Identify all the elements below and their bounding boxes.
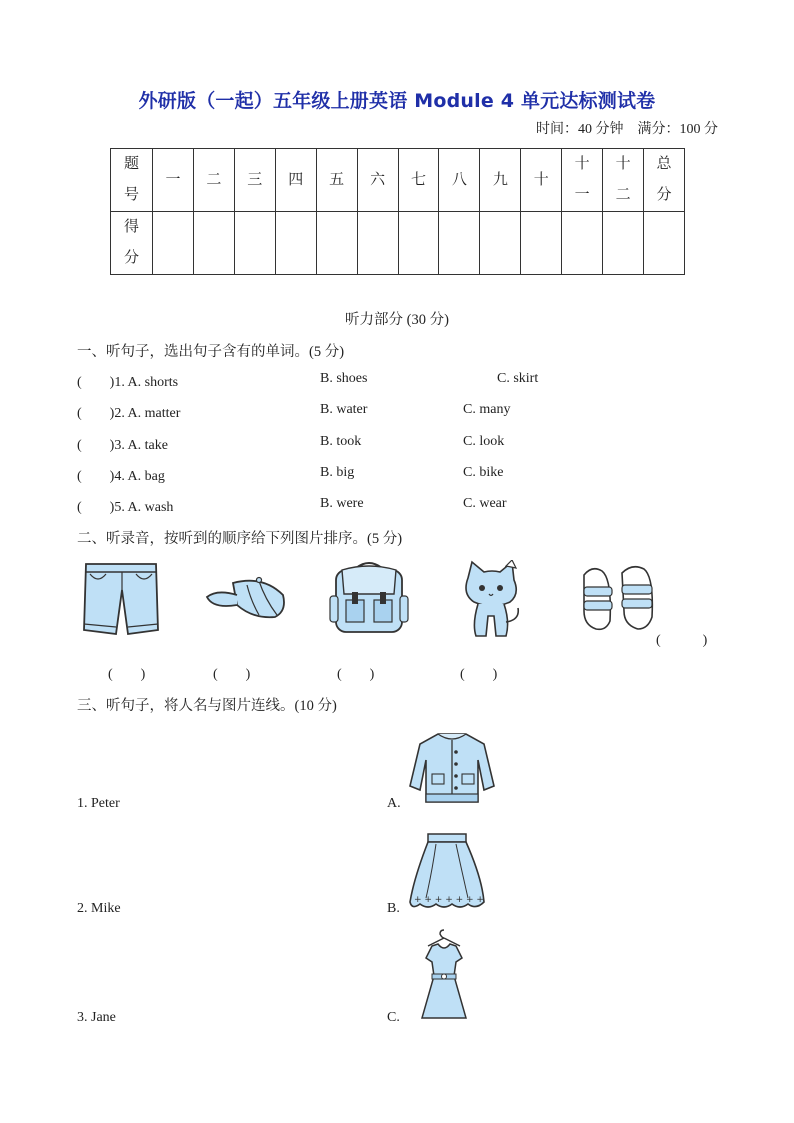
header-label-cell xyxy=(111,149,153,212)
header-cell: 十一 xyxy=(562,149,603,212)
score-input-cell[interactable] xyxy=(193,212,234,275)
time-and-score-info: 时间：40 分钟 满分：100 分 xyxy=(536,122,718,137)
score-label-cell xyxy=(111,212,153,275)
score-input-cell[interactable] xyxy=(357,212,398,275)
question-3-option-a: ( )3. A. take xyxy=(77,438,168,453)
header-label: 题号 xyxy=(123,156,139,203)
listening-part-title: 听力部分 (30 分) xyxy=(345,312,449,328)
score-input-cell[interactable] xyxy=(439,212,480,275)
shorts-picture xyxy=(80,560,162,640)
header-cell: 十 xyxy=(521,149,562,212)
header-cell: 一 xyxy=(153,149,194,212)
score-input-cell[interactable] xyxy=(480,212,521,275)
score-table-score-row xyxy=(111,212,685,275)
page-title: 外研版（一起）五年级上册英语 Module 4 单元达标测试卷 xyxy=(138,90,656,112)
score-input-cell[interactable] xyxy=(153,212,194,275)
question-4-option-c: C. bike xyxy=(463,465,504,480)
answer-bracket-shorts[interactable]: ( ) xyxy=(108,667,146,682)
score-input-cell[interactable] xyxy=(644,212,685,275)
question-5-option-b: B. were xyxy=(320,496,364,511)
section1-heading: 一、听句子，选出句子含有的单词。(5 分) xyxy=(77,344,345,360)
section2-heading: 二、听录音，按听到的顺序给下列图片排序。(5 分) xyxy=(77,531,403,547)
cat-picture xyxy=(460,560,522,642)
svg-text:+ + + + + + +: + + + + + + + xyxy=(414,895,484,905)
score-table xyxy=(110,148,685,275)
option-c-label: C. xyxy=(387,1010,400,1025)
score-input-cell[interactable] xyxy=(316,212,357,275)
score-input-cell[interactable] xyxy=(275,212,316,275)
header-cell: 总分 xyxy=(644,149,685,212)
header-cell: 五 xyxy=(316,149,357,212)
skirt-picture[interactable] xyxy=(406,832,488,914)
name-mike[interactable]: 2. Mike xyxy=(77,901,121,916)
answer-bracket-sandals[interactable]: ( ) xyxy=(656,633,708,648)
question-5-option-a: ( )5. A. wash xyxy=(77,500,174,515)
answer-bracket-cap[interactable]: ( ) xyxy=(213,667,251,682)
jacket-picture[interactable] xyxy=(408,730,496,808)
question-4-option-b: B. big xyxy=(320,465,355,480)
question-1-option-c: C. skirt xyxy=(497,371,539,386)
question-5-option-c: C. wear xyxy=(463,496,507,511)
header-cell: 二 xyxy=(193,149,234,212)
header-cell: 八 xyxy=(439,149,480,212)
schoolbag-picture xyxy=(328,560,410,636)
section3-heading: 三、听句子，将人名与图片连线。(10 分) xyxy=(77,698,337,714)
header-cell: 四 xyxy=(275,149,316,212)
question-2-option-b: B. water xyxy=(320,402,368,417)
answer-bracket-schoolbag[interactable]: ( ) xyxy=(337,667,375,682)
dress-picture[interactable] xyxy=(414,928,474,1024)
header-cell: 三 xyxy=(234,149,275,212)
question-2-option-c: C. many xyxy=(463,402,511,417)
question-3-option-b: B. took xyxy=(320,434,362,449)
score-input-cell[interactable] xyxy=(562,212,603,275)
score-input-cell[interactable] xyxy=(398,212,439,275)
header-cell: 七 xyxy=(398,149,439,212)
header-cell: 十二 xyxy=(603,149,644,212)
option-b-label: B. xyxy=(387,901,400,916)
score-table-header-row xyxy=(111,149,685,212)
score-input-cell[interactable] xyxy=(234,212,275,275)
name-peter[interactable]: 1. Peter xyxy=(77,796,120,811)
answer-bracket-cat[interactable]: ( ) xyxy=(460,667,498,682)
header-cell: 六 xyxy=(357,149,398,212)
score-input-cell[interactable] xyxy=(603,212,644,275)
question-3-option-c: C. look xyxy=(463,434,505,449)
question-2-option-a: ( )2. A. matter xyxy=(77,406,181,421)
option-a-label: A. xyxy=(387,796,401,811)
sandals-picture xyxy=(578,565,658,633)
score-input-cell[interactable] xyxy=(521,212,562,275)
score-label: 得分 xyxy=(123,219,139,266)
cap-picture xyxy=(203,575,289,625)
header-cell: 九 xyxy=(480,149,521,212)
question-1-option-a: ( )1. A. shorts xyxy=(77,375,179,390)
question-4-option-a: ( )4. A. bag xyxy=(77,469,165,484)
question-1-option-b: B. shoes xyxy=(320,371,368,386)
name-jane[interactable]: 3. Jane xyxy=(77,1010,116,1025)
